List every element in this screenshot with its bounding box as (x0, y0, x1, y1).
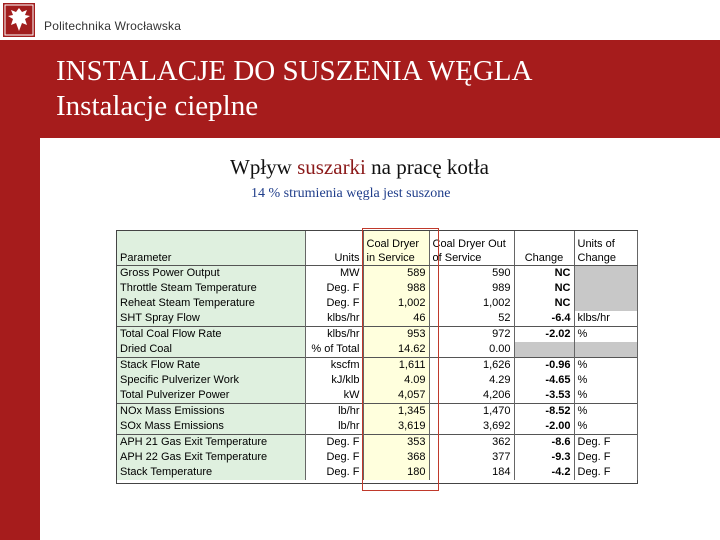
cell-dryer-in: 1,611 (363, 358, 429, 374)
subtitle-accent: suszarki (297, 155, 366, 179)
cell-change: -9.3 (514, 450, 574, 465)
cell-dryer-out: 590 (429, 266, 514, 282)
cell-dryer-out: 52 (429, 311, 514, 327)
cell-dryer-in: 3,619 (363, 419, 429, 435)
cell-dryer-out: 1,002 (429, 296, 514, 311)
cell-dryer-out: 1,626 (429, 358, 514, 374)
cell-units: % of Total (305, 342, 363, 358)
cell-dryer-in: 353 (363, 435, 429, 451)
header-parameter: Parameter (117, 231, 305, 266)
cell-parameter: SOx Mass Emissions (117, 419, 305, 435)
header-bar (0, 0, 720, 40)
header-change: Change (514, 231, 574, 266)
cell-change: -6.4 (514, 311, 574, 327)
cell-dryer-in: 46 (363, 311, 429, 327)
table-row (117, 342, 637, 358)
cell-change: -2.02 (514, 327, 574, 343)
cell-dryer-in: 4,057 (363, 388, 429, 404)
results-table-frame (116, 230, 638, 484)
cell-parameter: Throttle Steam Temperature (117, 281, 305, 296)
cell-dryer-in: 14.62 (363, 342, 429, 358)
cell-change: -8.6 (514, 435, 574, 451)
cell-dryer-out: 377 (429, 450, 514, 465)
cell-dryer-out: 0.00 (429, 342, 514, 358)
table-row (117, 311, 637, 327)
cell-units: kJ/klb (305, 373, 363, 388)
cell-units-of-change (574, 266, 637, 282)
cell-dryer-in: 988 (363, 281, 429, 296)
cell-units: Deg. F (305, 296, 363, 311)
cell-parameter: SHT Spray Flow (117, 311, 305, 327)
slide-subtitle (230, 155, 489, 180)
cell-parameter: Specific Pulverizer Work (117, 373, 305, 388)
cell-dryer-out: 4.29 (429, 373, 514, 388)
cell-dryer-in: 1,002 (363, 296, 429, 311)
table-row (117, 388, 637, 404)
cell-dryer-out: 4,206 (429, 388, 514, 404)
table-row (117, 450, 637, 465)
cell-parameter: Gross Power Output (117, 266, 305, 282)
table-row (117, 266, 637, 282)
cell-units: klbs/hr (305, 327, 363, 343)
cell-change: -4.2 (514, 465, 574, 480)
table-row (117, 435, 637, 451)
table-row (117, 373, 637, 388)
slide-title-line1: INSTALACJE DO SUSZENIA WĘGLA (56, 55, 533, 87)
cell-dryer-out: 184 (429, 465, 514, 480)
cell-units-of-change (574, 281, 637, 296)
table-row (117, 358, 637, 374)
cell-dryer-in: 953 (363, 327, 429, 343)
cell-change: NC (514, 266, 574, 282)
cell-dryer-in: 368 (363, 450, 429, 465)
table-row (117, 419, 637, 435)
cell-parameter: Stack Temperature (117, 465, 305, 480)
subtitle-prefix: Wpływ (230, 155, 298, 179)
cell-parameter: NOx Mass Emissions (117, 404, 305, 420)
cell-dryer-in: 4.09 (363, 373, 429, 388)
cell-parameter: APH 21 Gas Exit Temperature (117, 435, 305, 451)
cell-units-of-change: Deg. F (574, 435, 637, 451)
results-table (117, 231, 638, 480)
header-dryer-out: Coal Dryer Out of Service (429, 231, 514, 266)
cell-parameter: Dried Coal (117, 342, 305, 358)
cell-change: -2.00 (514, 419, 574, 435)
cell-units-of-change: % (574, 327, 637, 343)
cell-dryer-in: 1,345 (363, 404, 429, 420)
cell-parameter: Total Coal Flow Rate (117, 327, 305, 343)
header-units: Units (305, 231, 363, 266)
side-band (0, 40, 40, 540)
table-body (117, 266, 637, 481)
cell-dryer-in: 180 (363, 465, 429, 480)
cell-units: MW (305, 266, 363, 282)
cell-units-of-change (574, 342, 637, 358)
cell-units-of-change (574, 296, 637, 311)
cell-dryer-out: 362 (429, 435, 514, 451)
header-dryer-in: Coal Dryer in Service (363, 231, 429, 266)
cell-change: -4.65 (514, 373, 574, 388)
table-row (117, 404, 637, 420)
title-band (40, 40, 720, 138)
slide-title (56, 54, 532, 124)
cell-parameter: Total Pulverizer Power (117, 388, 305, 404)
table-row (117, 281, 637, 296)
cell-units-of-change: klbs/hr (574, 311, 637, 327)
cell-units-of-change: % (574, 358, 637, 374)
slide-caption: 14 % strumienia węgla jest suszone (251, 186, 451, 201)
cell-parameter: Reheat Steam Temperature (117, 296, 305, 311)
cell-units-of-change: % (574, 373, 637, 388)
slide-title-line2: Instalacje cieplne (56, 90, 259, 122)
cell-units: kW (305, 388, 363, 404)
cell-units-of-change: % (574, 419, 637, 435)
table-row (117, 296, 637, 311)
university-name: Politechnika Wrocławska (44, 19, 182, 33)
table-header-row (117, 231, 637, 266)
cell-change (514, 342, 574, 358)
cell-units-of-change: Deg. F (574, 450, 637, 465)
cell-dryer-out: 1,470 (429, 404, 514, 420)
cell-units: klbs/hr (305, 311, 363, 327)
cell-units: Deg. F (305, 435, 363, 451)
cell-dryer-out: 989 (429, 281, 514, 296)
cell-units: Deg. F (305, 465, 363, 480)
cell-units-of-change: % (574, 388, 637, 404)
cell-units: lb/hr (305, 404, 363, 420)
university-logo (3, 3, 35, 37)
subtitle-suffix: na pracę kotła (365, 155, 489, 179)
cell-units-of-change: % (574, 404, 637, 420)
cell-units: kscfm (305, 358, 363, 374)
cell-units: Deg. F (305, 450, 363, 465)
eagle-icon (3, 3, 35, 37)
cell-units-of-change: Deg. F (574, 465, 637, 480)
cell-dryer-in: 589 (363, 266, 429, 282)
cell-change: -8.52 (514, 404, 574, 420)
table-row (117, 327, 637, 343)
cell-units: lb/hr (305, 419, 363, 435)
cell-change: NC (514, 296, 574, 311)
cell-change: NC (514, 281, 574, 296)
cell-parameter: APH 22 Gas Exit Temperature (117, 450, 305, 465)
table-row (117, 465, 637, 480)
cell-dryer-out: 3,692 (429, 419, 514, 435)
cell-change: -3.53 (514, 388, 574, 404)
cell-parameter: Stack Flow Rate (117, 358, 305, 374)
cell-change: -0.96 (514, 358, 574, 374)
cell-dryer-out: 972 (429, 327, 514, 343)
cell-units: Deg. F (305, 281, 363, 296)
header-units-of-change: Units of Change (574, 231, 637, 266)
